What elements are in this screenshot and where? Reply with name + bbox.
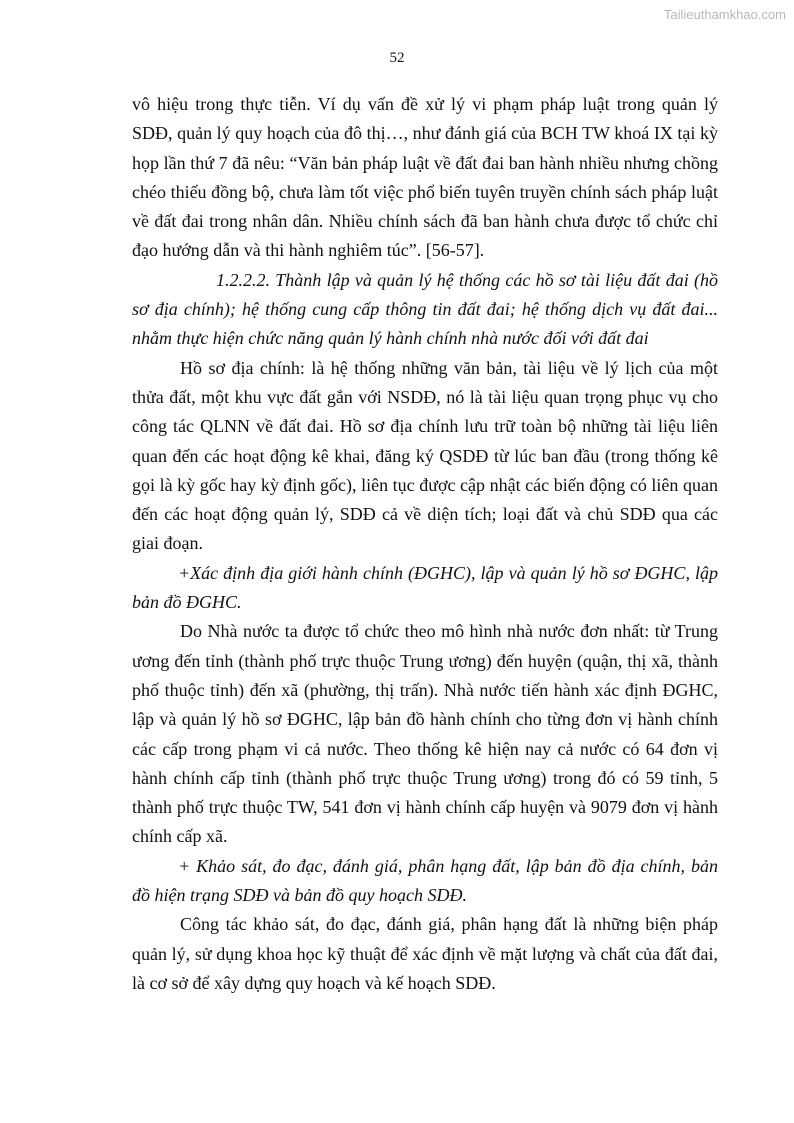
document-body <box>132 90 718 998</box>
paragraph-cong-tac-khao-sat: Công tác khảo sát, đo đạc, đánh giá, phân hạng đất là những biện pháp quản lý, sử dụng khoa học kỹ thuật để xác định về mặt lượng và chất của đất đai, là cơ sở để xây dựng quy hoạch và kế hoạch SDĐ. <box>132 914 718 993</box>
paragraph-nha-nuoc: Do Nhà nước ta được tổ chức theo mô hình nhà nước đơn nhất: từ Trung ương đến tỉnh (thành phố trực thuộc Trung ương) đến huyện (quận, thị xã, thành phố thuộc tỉnh) đến xã (phường, thị trấn). Nhà nước tiến hành xác định ĐGHC, lập và quản lý hồ sơ ĐGHC, lập bản đồ hành chính cho từng đơn vị hành chính các cấp trong phạm vi cả nước. Theo thống kê hiện nay cả nước có 64 đơn vị hành chính cấp tỉnh (thành phố trực thuộc Trung ương) trong đó có 59 tỉnh, 5 thành phố trực thuộc TW, 541 đơn vị hành chính cấp huyện và 9079 đơn vị hành chính cấp xã. <box>132 621 718 847</box>
page-number: 52 <box>389 50 405 66</box>
paragraph-continuation: vô hiệu trong thực tiễn. Ví dụ vấn đề xử lý vi phạm pháp luật trong quản lý SDĐ, quản lý quy hoạch của đô thị…, như đánh giá của BCH TW khoá IX tại kỳ họp lần thứ 7 đã nêu: “Văn bản pháp luật về đất đai ban hành nhiều nhưng chồng chéo thiếu đồng bộ, chưa làm tốt việc phổ biến tuyên truyền chính sách pháp luật về đất đai trong nhân dân. Nhiều chính sách đã ban hành chưa được tổ chức chỉ đạo hướng dẫn và thi hành nghiêm túc”. [56-57]. <box>132 94 718 261</box>
watermark: Tailieuthamkhao.com <box>663 7 786 22</box>
paragraph-ho-so-dia-chinh: Hồ sơ địa chính: là hệ thống những văn bản, tài liệu về lý lịch của một thửa đất, một khu vực đất gắn với NSDĐ, nó là tài liệu quan trọng phục vụ cho công tác QLNN về đất đai. Hồ sơ địa chính lưu trữ toàn bộ những tài liệu liên quan đến các hoạt động kê khai, đăng ký QSDĐ từ lúc ban đầu (trong thống kê gọi là kỳ gốc hay kỳ định gốc), liên tục được cập nhật các biến động có liên quan đến các hoạt động quản lý, SDĐ cả về diện tích; loại đất và chủ SDĐ qua các giai đoạn. <box>132 357 718 554</box>
section-heading-1-2-2-2: 1.2.2.2. Thành lập và quản lý hệ thống các hồ sơ tài liệu đất đai (hồ sơ địa chính); hệ thống cung cấp thông tin đất đai; hệ thống dịch vụ đất đai... nhằm thực hiện chức năng quản lý hành chính nhà nước đối với đất đai <box>132 269 718 349</box>
subheading-khao-sat: + Khảo sát, đo đạc, đánh giá, phân hạng đất, lập bản đồ địa chính, bản đồ hiện trạng SDĐ và bản đồ quy hoạch SDĐ. <box>132 855 718 906</box>
subheading-dghc: +Xác định địa giới hành chính (ĐGHC), lập và quản lý hồ sơ ĐGHC, lập bản đồ ĐGHC. <box>132 562 718 613</box>
